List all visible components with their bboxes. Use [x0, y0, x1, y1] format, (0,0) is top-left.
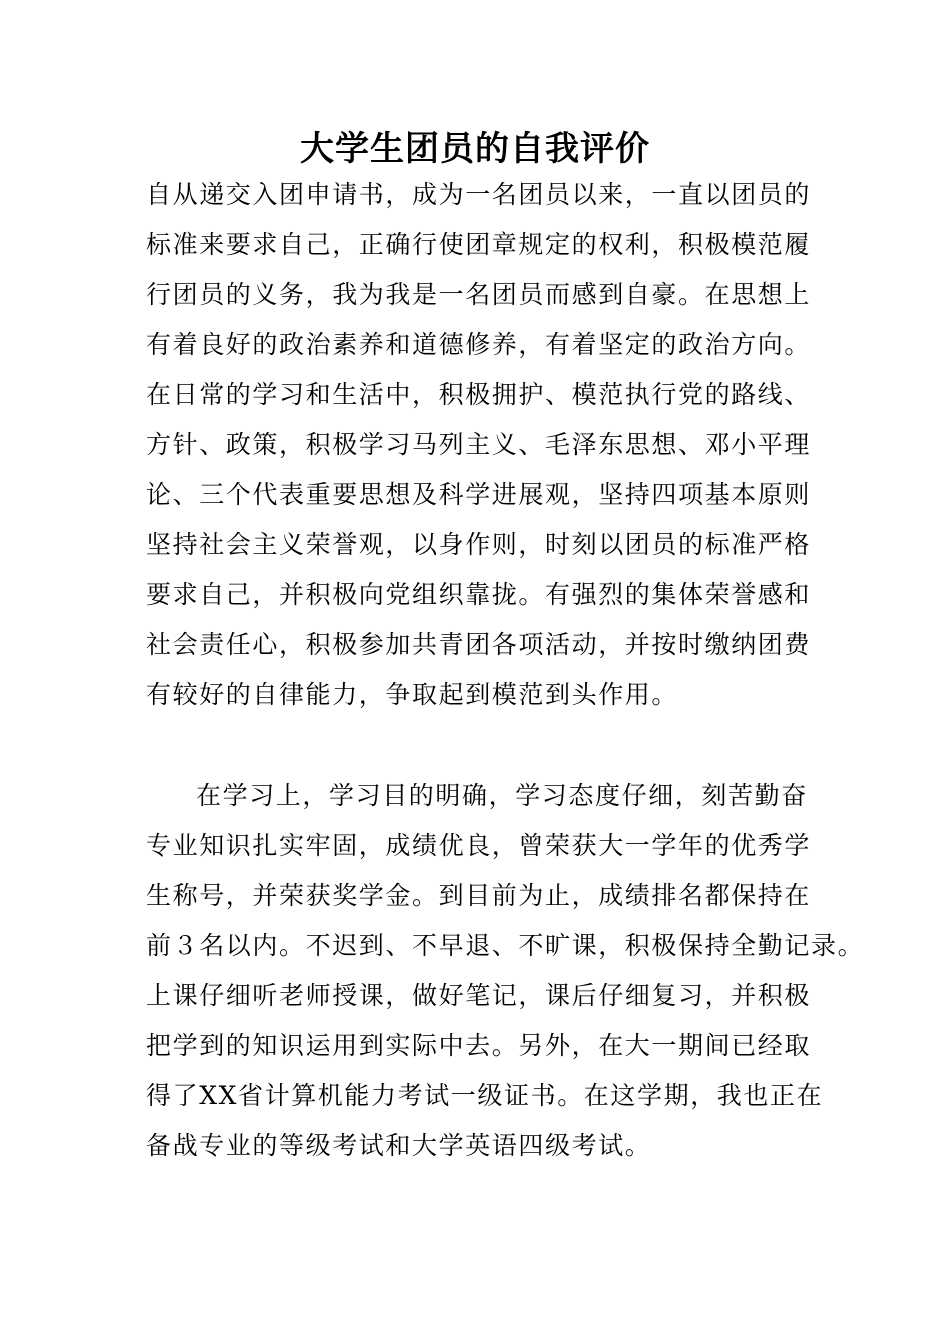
paragraph-2-line-4: 前３名以内。不迟到、不早退、不旷课，积极保持全勤记录。	[146, 931, 865, 960]
paragraph-1-line-5: 在日常的学习和生活中，积极拥护、模范执行党的路线、	[146, 380, 812, 409]
paragraph-1-line-7: 论、三个代表重要思想及科学进展观，坚持四项基本原则	[146, 480, 812, 509]
paragraph-2-line-3: 生称号，并荣获奖学金。到目前为止，成绩排名都保持在	[146, 881, 812, 910]
paragraph-1-line-10: 社会责任心，积极参加共青团各项活动，并按时缴纳团费	[146, 630, 812, 659]
paragraph-1-line-11: 有较好的自律能力，争取起到模范到头作用。	[146, 680, 679, 709]
paragraph-1-line-1: 自从递交入团申请书，成为一名团员以来，一直以团员的	[146, 180, 812, 209]
document-title: 大学生团员的自我评价	[300, 129, 650, 169]
paragraph-2-line-5: 上课仔细听老师授课，做好笔记，课后仔细复习，并积极	[146, 981, 812, 1010]
paragraph-1-line-3: 行团员的义务，我为我是一名团员而感到自豪。在思想上	[146, 280, 812, 309]
paragraph-2-line-2: 专业知识扎实牢固，成绩优良，曾荣获大一学年的优秀学	[146, 831, 812, 860]
paragraph-1-line-6: 方针、政策，积极学习马列主义、毛泽东思想、邓小平理	[146, 430, 812, 459]
paragraph-2-line-8: 备战专业的等级考试和大学英语四级考试。	[146, 1131, 652, 1160]
paragraph-1-line-2: 标准来要求自己，正确行使团章规定的权利，积极模范履	[146, 230, 812, 259]
paragraph-1-line-9: 要求自己，并积极向党组织靠拢。有强烈的集体荣誉感和	[146, 580, 812, 609]
paragraph-2-line-1: 在学习上，学习目的明确，学习态度仔细，刻苦勤奋	[196, 781, 808, 810]
paragraph-1-line-4: 有着良好的政治素养和道德修养，有着坚定的政治方向。	[146, 330, 812, 359]
paragraph-2-line-7: 得了XX省计算机能力考试一级证书。在这学期，我也正在	[146, 1081, 824, 1110]
paragraph-2-line-6: 把学到的知识运用到实际中去。另外，在大一期间已经取	[146, 1031, 812, 1060]
paragraph-1-line-8: 坚持社会主义荣誉观，以身作则，时刻以团员的标准严格	[146, 530, 812, 559]
